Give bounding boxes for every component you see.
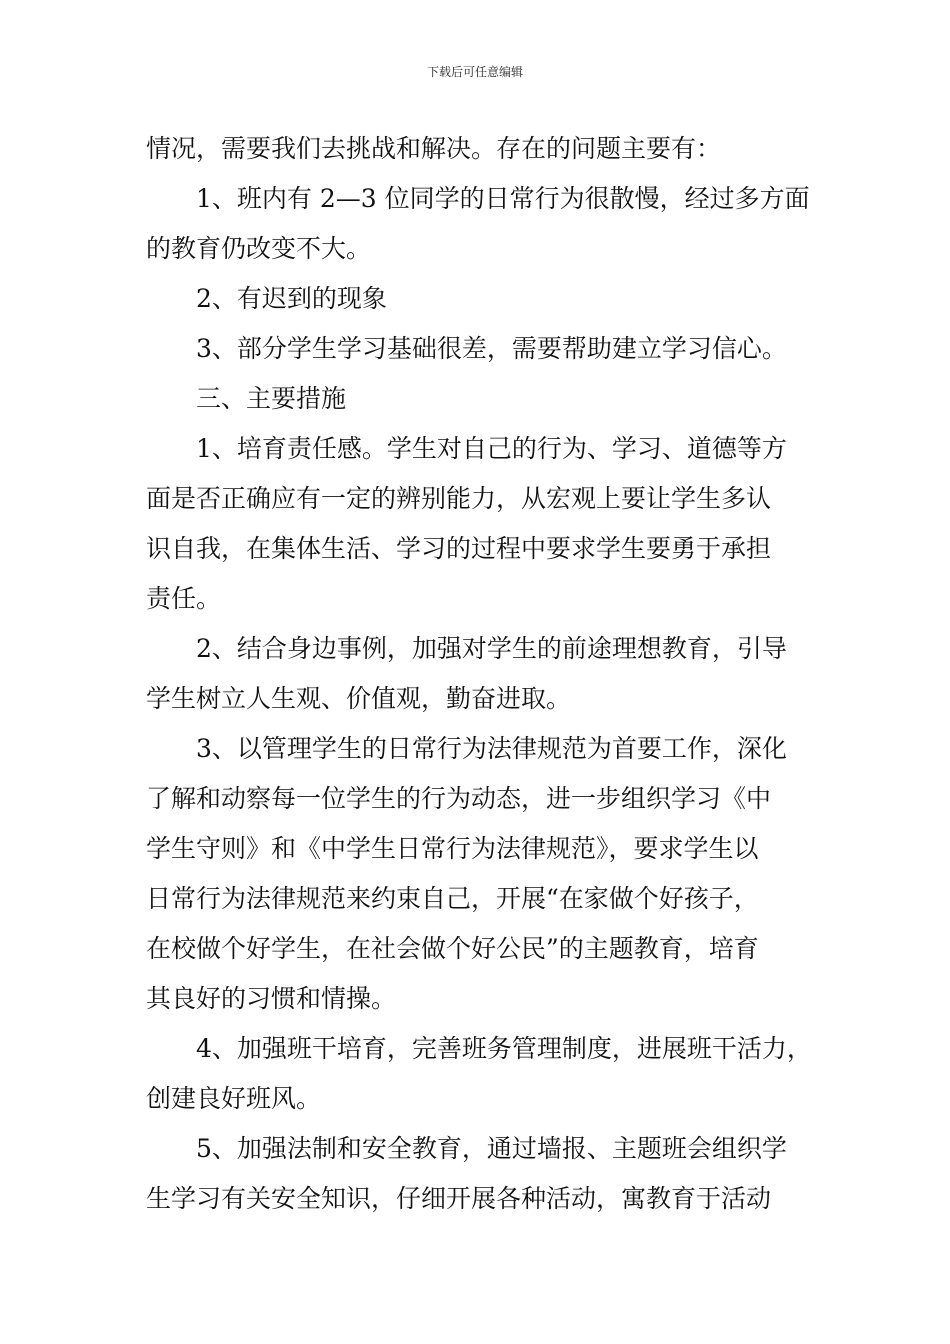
text-line-10: 责任。 [146, 584, 222, 613]
text-line-19: 4、加强班干培育，完善班务管理制度，进展班干活力， [196, 1034, 812, 1063]
text-line-8: 面是否正确应有一定的辨别能力，从宏观上要让学生多认 [146, 484, 772, 513]
text-line-11: 2、结合身边事例，加强对学生的前途理想教育，引导 [196, 634, 787, 663]
text-line-5: 3、部分学生学习基础很差，需要帮助建立学习信心。 [196, 334, 787, 363]
text-line-15: 学生守则》和《中学生日常行为法律规范》，要求学生以 [146, 834, 759, 863]
text-line-13: 3、以管理学生的日常行为法律规范为首要工作，深化 [196, 734, 787, 763]
text-line-16: 日常行为法律规范来约束自己，开展“在家做个好孩子， [146, 884, 759, 913]
text-line-3: 的教育仍改变不大。 [146, 234, 372, 263]
section-heading: 三、主要措施 [196, 384, 347, 413]
text-line-7: 1、培育责任感。学生对自己的行为、学习、道德等方 [196, 434, 787, 463]
text-line-21: 5、加强法制和安全教育，通过墙报、主题班会组织学 [196, 1134, 787, 1163]
text-line-22: 生学习有关安全知识，仔细开展各种活动，寓教育于活动 [146, 1184, 772, 1213]
page-header: 下载后可任意编辑 [426, 65, 523, 79]
text-line-17: 在校做个好学生，在社会做个好公民”的主题教育，培育 [146, 934, 759, 963]
text-line-12: 学生树立人生观、价值观，勤奋进取。 [146, 684, 572, 713]
text-line-1: 情况，需要我们去挑战和解决。存在的问题主要有： [146, 134, 722, 163]
text-line-9: 识自我，在集体生活、学习的过程中要求学生要勇于承担 [146, 534, 772, 563]
text-line-4: 2、有迟到的现象 [196, 284, 387, 313]
text-line-20: 创建良好班风。 [146, 1084, 322, 1113]
text-line-2: 1、班内有 2—3 位同学的日常行为很散慢，经过多方面 [196, 184, 810, 213]
text-line-14: 了解和动察每一位学生的行为动态，进一步组织学习《中 [146, 784, 772, 813]
text-line-18: 其良好的习惯和情操。 [146, 984, 397, 1013]
